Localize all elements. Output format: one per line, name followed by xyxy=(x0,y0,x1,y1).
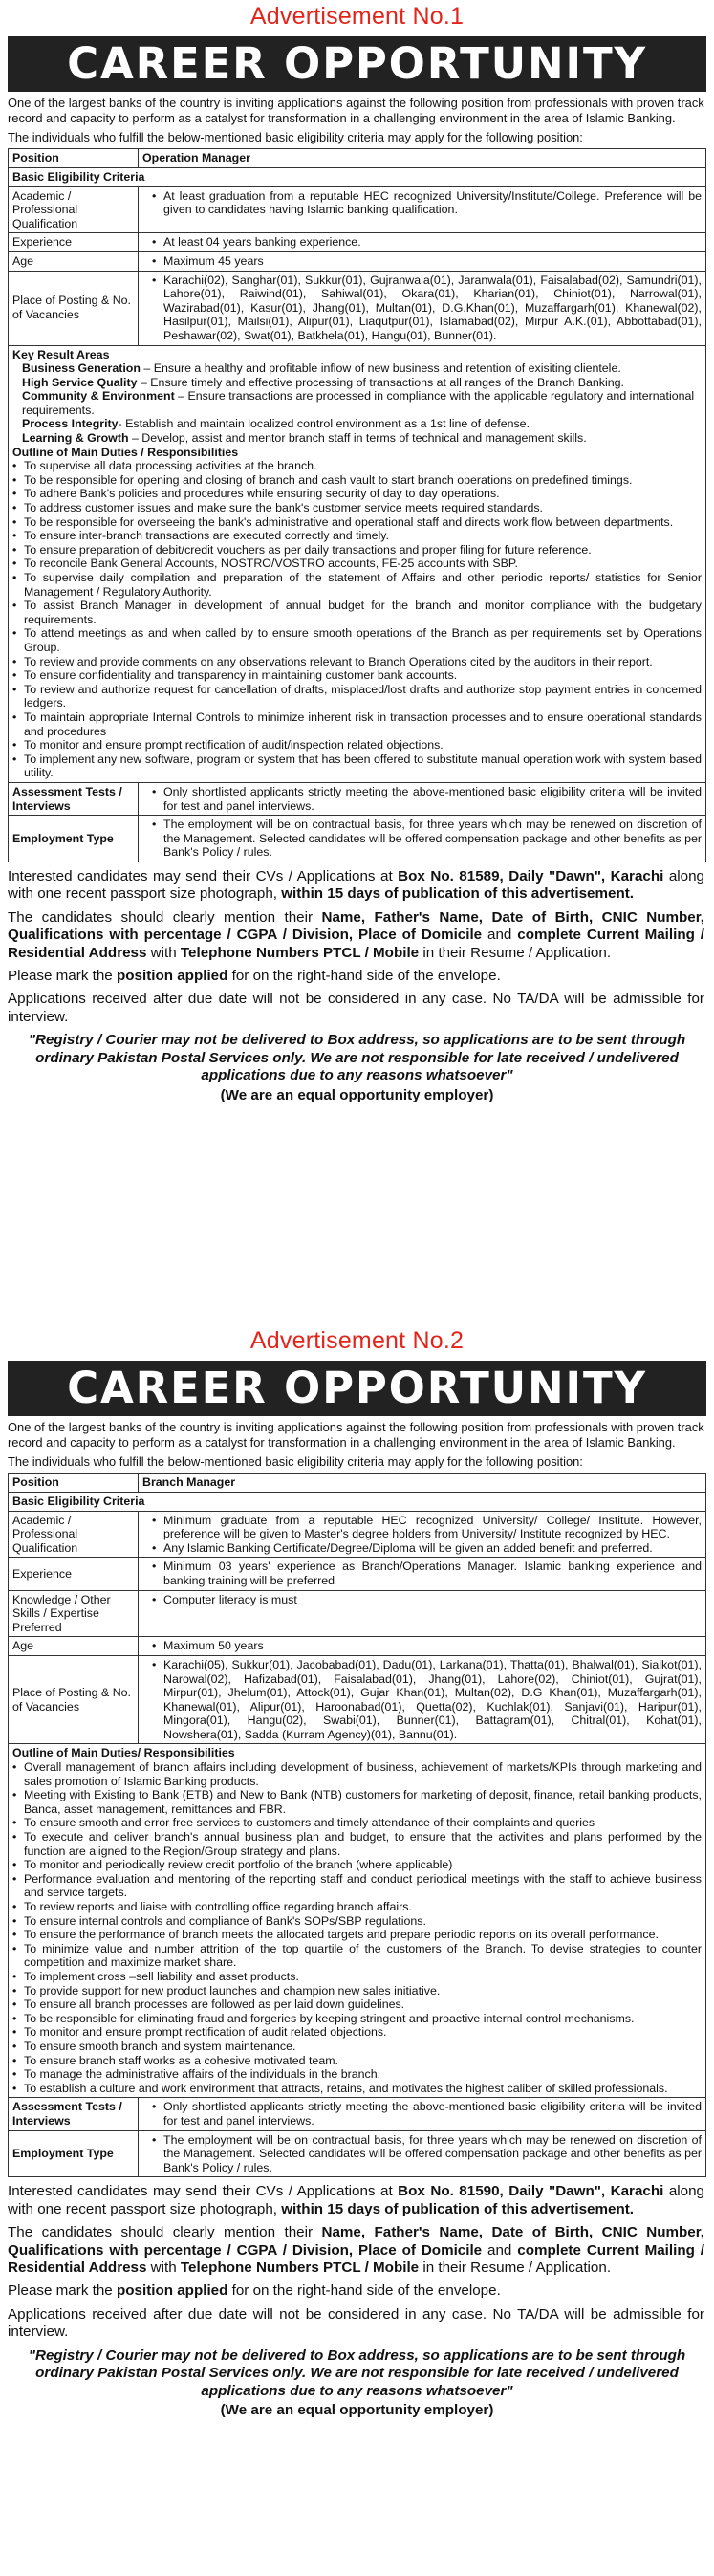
duty-item: • To ensure inter-branch transactions are executed correctly and timely. xyxy=(12,529,702,543)
position-row xyxy=(9,149,706,168)
position-value: Operation Manager xyxy=(139,149,706,168)
criteria-item: • Maximum 45 years xyxy=(152,254,702,269)
employment-text: • The employment will be on contractual basis, for three years which may be renewed on discretion of the Management. Selected candidates will be offered compensation package and other benefits as per Bank's Policy / rules. xyxy=(152,818,702,860)
duty-item: • To address customer issues and make sure the bank's customer service meets required standards. xyxy=(12,501,702,515)
intro-paragraph: One of the largest banks of the country is inviting applications against the following position from professionals with proven track record and capacity to perform as a catalyst for transformation in a challenging environment in the area of Islamic Banking. xyxy=(8,96,704,125)
career-banner: CAREER OPPORTUNITY xyxy=(8,36,706,92)
intro-paragraph: One of the largest banks of the country is inviting applications against the following position from professionals with proven track record and capacity to perform as a catalyst for transformation in a challenging environment in the area of Islamic Banking. xyxy=(8,1420,704,1450)
equal-opportunity: (We are an equal opportunity employer) xyxy=(220,2402,494,2419)
ad-number-heading: Advertisement No.1 xyxy=(249,3,465,30)
duty-item: • Meeting with Existing to Bank (ETB) and New to Bank (NTB) customers for marketing of deposit, finance, retail banking products, Banca, asset management, remittances and FBR. xyxy=(12,1788,702,1816)
duty-item: • To supervise all data processing activities at the branch. xyxy=(12,459,702,473)
application-instructions xyxy=(8,2183,704,2341)
apply-details: The candidates should clearly mention their Name, Father's Name, Date of Birth, CNIC Number, Qualifications with percentage / CGPA / Division, Place of Domicile and complete Current Mailing / Residential Address with Telephone Numbers PTCL / Mobile in their Resume / Application. xyxy=(8,908,705,961)
employment-row xyxy=(9,816,706,862)
duty-item: • Performance evaluation and mentoring of the reporting staff and conduct periodical meetings with the staff to achieve business and service targets. xyxy=(12,1872,702,1900)
criteria-item: • Computer literacy is must xyxy=(152,1593,702,1607)
kra-item: Process Integrity- Establish and maintain localized control environment as a 1st line of defense. xyxy=(22,417,530,431)
criteria-label: Place of Posting & No. of Vacancies xyxy=(9,1655,139,1744)
criteria-row xyxy=(9,233,706,252)
duty-item: • To be responsible for overseeing the bank's administrative and operational staff and directs work flow between departments. xyxy=(12,515,702,530)
apply-envelope: Please mark the position applied for on the right-hand side of the envelope. xyxy=(8,967,501,984)
employment-label: Employment Type xyxy=(9,816,139,862)
criteria-item: • Minimum 03 years' experience as Branch/Operations Manager. Islamic banking experience and banking training will be preferred xyxy=(152,1560,702,1587)
criteria-title: Basic Eligibility Criteria xyxy=(9,167,706,186)
criteria-item: • Any Islamic Banking Certificate/Degree/Diploma will be given an added benefit and preferred. xyxy=(152,1541,702,1556)
criteria-title: Basic Eligibility Criteria xyxy=(9,1492,706,1511)
duty-item: • To ensure all branch processes are followed as per laid down guidelines. xyxy=(12,1997,702,2012)
career-banner: CAREER OPPORTUNITY xyxy=(8,1361,706,1416)
employment-label: Employment Type xyxy=(9,2130,139,2177)
criteria-row xyxy=(9,1655,706,1744)
criteria-item: • At least 04 years banking experience. xyxy=(152,235,702,250)
duty-item: • To implement any new software, program or system that has been offered to substitute manual operation work with system based utility. xyxy=(12,753,702,780)
duty-item: • To ensure smooth branch and system maintenance. xyxy=(12,2040,702,2054)
apply-address: Interested candidates may send their CVs / Applications at Box No. 81589, Daily "Dawn", Karachi along with one recent passport size photograph, within 15 days of publication of this advertisement. xyxy=(8,867,704,903)
duty-item: • To provide support for new product launches and champion new sales initiative. xyxy=(12,1984,702,1998)
assessment-row xyxy=(9,2098,706,2130)
duties-title: Outline of Main Duties/ Responsibilities xyxy=(12,1746,235,1760)
criteria-label: Experience xyxy=(9,1558,139,1590)
equal-opportunity: (We are an equal opportunity employer) xyxy=(220,1086,494,1103)
criteria-label: Academic / Professional Qualification xyxy=(9,1511,139,1558)
eligibility-table xyxy=(8,148,706,862)
duty-item: • To ensure smooth and error free services to customers and timely attendance of their complaints and queries xyxy=(12,1816,702,1830)
criteria-row xyxy=(9,1637,706,1656)
duty-item: • To monitor and ensure prompt rectification of audit related objections. xyxy=(12,2025,702,2040)
duty-item: • To reconcile Bank General Accounts, NOSTRO/VOSTRO accounts, FE-25 accounts with SBP. xyxy=(12,557,702,571)
duty-item: • To ensure branch staff works as a cohesive motivated team. xyxy=(12,2054,702,2068)
assessment-label: Assessment Tests / Interviews xyxy=(9,782,139,815)
duty-item: • To ensure the performance of branch meets the allocated targets and prepare periodic reports on its overall performance. xyxy=(12,1928,702,1942)
criteria-row xyxy=(9,186,706,233)
apply-deadline: Applications received after due date will not be considered in any case. No TA/DA will be admissible for interview. xyxy=(8,2305,704,2341)
assessment-text: • Only shortlisted applicants strictly meeting the above-mentioned basic eligibility criteria will be invited for test and panel interviews. xyxy=(152,2100,702,2128)
responsibilities-row xyxy=(9,1744,706,2098)
kra-item: Business Generation – Ensure a healthy and profitable inflow of new business and retention of exisiting clientele. xyxy=(22,361,621,376)
duty-item: • To attend meetings as and when called by to ensure smooth operations of the Branch as per requirements set by Operations Group. xyxy=(12,626,702,654)
position-label: Position xyxy=(9,149,139,168)
intro-text xyxy=(8,96,704,144)
kra-item: Learning & Growth – Develop, assist and mentor branch staff in terms of technical and management skills. xyxy=(22,431,587,446)
position-label: Position xyxy=(9,1474,139,1493)
duty-item: • To ensure confidentiality and transparency in maintaining customer bank accounts. xyxy=(12,668,702,683)
responsibilities-row xyxy=(9,345,706,782)
duty-item: • To adhere Bank's policies and procedures while ensuring security of day to day operations. xyxy=(12,487,702,501)
kra-list xyxy=(12,361,702,446)
advertisement-1 xyxy=(0,2,714,1103)
duties-title: Outline of Main Duties / Responsibilities xyxy=(12,445,239,459)
duties-list xyxy=(12,459,702,780)
assessment-label: Assessment Tests / Interviews xyxy=(9,2098,139,2130)
duty-item: • To execute and deliver branch's annual business plan and budget, to ensure that the activities and plans performed by the function are aligned to the Region/Group strategy and plans. xyxy=(12,1830,702,1858)
duties-list xyxy=(12,1760,702,2095)
intro-criteria-line: The individuals who fulfill the below-mentioned basic eligibility criteria may apply for the following position: xyxy=(8,129,583,144)
apply-deadline: Applications received after due date will not be considered in any case. No TA/DA will be admissible for interview. xyxy=(8,991,704,1025)
duty-item: • To ensure preparation of debit/credit vouchers as per daily transactions and proper filing for future reference. xyxy=(12,543,702,557)
kra-item: High Service Quality – Ensure timely and effective processing of transactions at all ranges of the Branch Banking. xyxy=(22,375,624,389)
duty-item: • To establish a culture and work environment that attracts, retains, and motivates the highest caliber of skilled professionals. xyxy=(12,2082,702,2096)
criteria-label: Academic / Professional Qualification xyxy=(9,186,139,233)
duty-item: • To maintain appropriate Internal Controls to minimize inherent risk in transaction processes and to ensure operational standards and procedures xyxy=(12,710,702,738)
criteria-item: • Maximum 50 years xyxy=(152,1639,702,1653)
criteria-row xyxy=(9,251,706,271)
duty-item: • To review reports and liaise with controlling office regarding branch affairs. xyxy=(12,1900,702,1914)
postal-note: "Registry / Courier may not be delivered to Box address, so applications are to be sent through ordinary Pakistan Postal Services only. We are not responsible for late received / undelivered applications due to any reasons whatsoever" xyxy=(28,1032,686,1084)
duty-item: • To assist Branch Manager in development of annual budget for the branch and monitor compliance with the budgetary requirements. xyxy=(12,599,702,626)
ad-number-heading: Advertisement No.2 xyxy=(249,1327,465,1354)
duty-item: • To implement cross –sell liability and asset products. xyxy=(12,1970,702,1984)
apply-address: Interested candidates may send their CVs / Applications at Box No. 81590, Daily "Dawn", Karachi along with one recent passport size photograph, within 15 days of publication of this advertisement. xyxy=(8,2183,704,2217)
eligibility-table xyxy=(8,1473,706,2177)
duty-item: • To review and authorize request for cancellation of drafts, misplaced/lost drafts and authorize stop payment entries in concerned ledgers. xyxy=(12,683,702,710)
criteria-item: • Minimum graduate from a reputable HEC recognized University/ College/ Institute. However, preference will be given to Master's degree holders from University/ Institute recognized by HEC. xyxy=(152,1514,702,1541)
duty-item: • To monitor and periodically review credit portfolio of the branch (where applicable) xyxy=(12,1858,702,1872)
criteria-label: Age xyxy=(9,1637,139,1656)
criteria-row xyxy=(9,1590,706,1637)
employment-text: • The employment will be on contractual basis, for three years which may be renewed on discretion of the Management. Selected candidates will be offered compensation package and other benefits as per Bank's Policy / rules. xyxy=(152,2133,702,2175)
duty-item: • To be responsible for opening and closing of branch and cash vault to start branch operations on predefined timings. xyxy=(12,473,702,488)
duty-item: • To review and provide comments on any observations relevant to Branch Operations cited by the auditors in their report. xyxy=(12,655,702,669)
kra-item: Community & Environment – Ensure transactions are processed in compliance with the applicable regulatory and international requirements. xyxy=(22,389,695,417)
criteria-label: Age xyxy=(9,251,139,271)
criteria-row xyxy=(9,1558,706,1590)
criteria-item: • At least graduation from a reputable HEC recognized University/Institute/College. Preference will be given to candidates having Islamic banking qualification. xyxy=(152,189,702,217)
position-value: Branch Manager xyxy=(139,1474,706,1493)
duty-item: • To be responsible for eliminating fraud and forgeries by keeping stringent and proactive internal control mechanisms. xyxy=(12,2012,702,2026)
criteria-label: Experience xyxy=(9,233,139,252)
assessment-text: • Only shortlisted applicants strictly meeting the above-mentioned basic eligibility criteria will be invited for test and panel interviews. xyxy=(152,785,702,813)
kra-title: Key Result Areas xyxy=(12,347,110,361)
duty-item: • To ensure internal controls and compliance of Bank's SOPs/SBP regulations. xyxy=(12,1914,702,1929)
intro-criteria-line: The individuals who fulfill the below-mentioned basic eligibility criteria may apply for the following position: xyxy=(8,1453,583,1469)
criteria-label: Place of Posting & No. of Vacancies xyxy=(9,271,139,345)
criteria-item: • Karachi(05), Sukkur(01), Jacobabad(01), Dadu(01), Larkana(01), Thatta(01), Bhalwal(01), Sialkot(01), Narowal(02), Hafizabad(01), Faisalabad(01), Jhang(01), Lahore(02), Chiniot(01), Gujrat(01), Mirpur(01), Jhelum(01), Attock(01), Gujar Khan(01), Multan(02), D.G Khan(01), Muzaffargarh(01), Khanewal(01), Alipur(01), Haroonabad(01), Quetta(02), Kuchlak(01), Sanjavi(01), Haripur(01), Mingora(01), Hangu(02), Swabi(01), Bunner(01), Battagram(01), Chitral(01), Kohat(01), Nowshera(01), Sadda (Kurram Agency)(01), Bannu(01). xyxy=(152,1658,702,1742)
employment-row xyxy=(9,2130,706,2177)
criteria-row xyxy=(9,271,706,345)
position-row xyxy=(9,1474,706,1493)
duty-item: • To manage the administrative affairs of the individuals in the branch. xyxy=(12,2067,702,2082)
postal-note: "Registry / Courier may not be delivered to Box address, so applications are to be sent through ordinary Pakistan Postal Services only. We are not responsible for late received / undelivered applications due to any reasons whatsoever" xyxy=(28,2347,686,2399)
advertisement-2 xyxy=(0,1326,714,2418)
assessment-row xyxy=(9,782,706,815)
duty-item: • To minimize value and number attrition of the top quartile of the customers of the Branch. To devise strategies to counter competition and maximize market share. xyxy=(12,1942,702,1970)
duty-item: • To supervise daily compilation and preparation of the statement of Affairs and other periodic reports/ statistics for Senior Management / Regulatory Authority. xyxy=(12,571,702,599)
intro-text xyxy=(8,1420,704,1469)
apply-details: The candidates should clearly mention their Name, Father's Name, Date of Birth, CNIC Number, Qualifications with percentage / CGPA / Division, Place of Domicile and complete Current Mailing / Residential Address with Telephone Numbers PTCL / Mobile in their Resume / Application. xyxy=(8,2224,705,2276)
duty-item: • Overall management of branch affairs including development of business, achievement of markets/KPIs through marketing and sales promotion of Islamic Banking products. xyxy=(12,1760,702,1788)
criteria-label: Knowledge / Other Skills / Expertise Preferred xyxy=(9,1590,139,1637)
application-instructions xyxy=(8,868,704,1026)
duty-item: • To monitor and ensure prompt rectification of audit/inspection related objections. xyxy=(12,738,702,753)
apply-envelope: Please mark the position applied for on the right-hand side of the envelope. xyxy=(8,2282,501,2300)
criteria-item: • Karachi(02), Sanghar(01), Sukkur(01), Gujranwala(01), Jaranwala(01), Faisalabad(02), Samundri(01), Lahore(01), Raiwind(01), Sahiwal(01), Okara(01), Kharian(01), Chiniot(01), Narrowal(01), Wazirabad(01), Kasur(01), Jhang(01), Multan(01), D.G.Khan(01), Muzaffargarh(01), Khanewal(02), Hasilpur(01), Mailsi(01), Alipur(01), Liaqutpur(01), Islamabad(02), Mirpur A.K.(01), Abbottabad(01), Peshawar(02), Swat(01), Batkhela(01), Hangu(01), Bunner(01). xyxy=(152,273,702,343)
criteria-row xyxy=(9,1511,706,1558)
